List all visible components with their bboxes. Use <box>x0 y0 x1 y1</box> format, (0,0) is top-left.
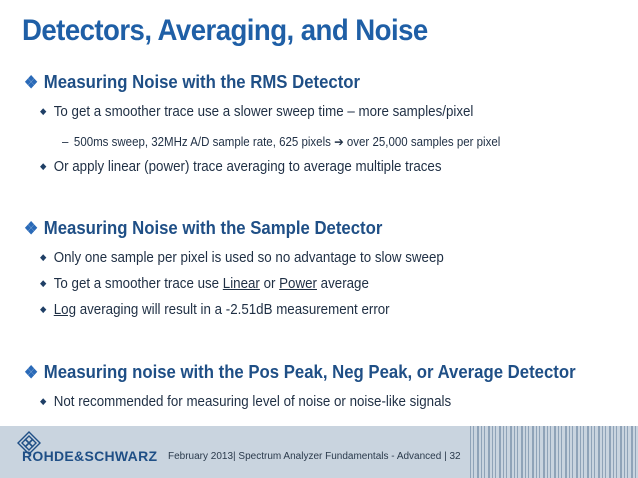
heading-text: Measuring Noise with the Sample Detector <box>43 218 383 238</box>
diamond-bullet-icon: ◆ <box>40 252 47 262</box>
section-heading-rms <box>24 72 360 93</box>
dash-bullet-icon: – <box>62 135 69 149</box>
diamond-bullet-icon: ❖ <box>24 219 39 238</box>
bullet-text-pre: To get a smoother trace use <box>53 276 223 292</box>
diamond-bullet-icon: ◆ <box>40 304 47 314</box>
footer-info: February 2013| Spectrum Analyzer Fundamentals - Advanced | 32 <box>168 451 461 462</box>
diamond-bullet-icon: ◆ <box>40 278 47 288</box>
diamond-bullet-icon: ❖ <box>24 363 39 382</box>
bullet-text-post: averaging will result in a -2.51dB measurement error <box>75 302 390 318</box>
bullet-not-recommended <box>40 394 451 410</box>
diamond-bullet-icon: ◆ <box>40 161 47 171</box>
bullet-log-error <box>40 302 390 318</box>
footer-barcode-decoration <box>470 426 638 478</box>
bullet-slower-sweep <box>40 104 473 120</box>
bullet-text: Or apply linear (power) trace averaging to average multiple traces <box>53 159 442 175</box>
slide-title: Detectors, Averaging, and Noise <box>22 14 428 47</box>
bullet-text-mid: or <box>259 276 280 292</box>
log-term: Log <box>53 302 76 318</box>
bullet-text: To get a smoother trace use a slower sweep time – more samples/pixel <box>53 104 474 120</box>
linear-term: Linear <box>222 276 260 292</box>
power-term: Power <box>279 276 317 292</box>
diamond-bullet-icon: ◆ <box>40 396 47 406</box>
section-heading-sample <box>24 218 382 239</box>
bullet-linear-power <box>40 276 369 292</box>
bullet-text-post: average <box>316 276 369 292</box>
section-heading-peak <box>24 362 576 383</box>
diamond-bullet-icon: ❖ <box>24 73 39 92</box>
bullet-text: Only one sample per pixel is used so no advantage to slow sweep <box>53 250 444 266</box>
heading-text: Measuring Noise with the RMS Detector <box>43 72 361 92</box>
sub-bullet-text: 500ms sweep, 32MHz A/D sample rate, 625 pixels ➔ over 25,000 samples per pixel <box>73 135 501 149</box>
heading-text: Measuring noise with the Pos Peak, Neg Peak, or Average Detector <box>43 362 576 382</box>
diamond-bullet-icon: ◆ <box>40 106 47 116</box>
sub-bullet-sweep-detail <box>62 134 500 149</box>
brand-logo-text: ROHDE&SCHWARZ <box>22 448 158 464</box>
bullet-one-sample <box>40 250 444 266</box>
bullet-text: Not recommended for measuring level of noise or noise-like signals <box>53 394 452 410</box>
bullet-trace-averaging <box>40 159 442 175</box>
